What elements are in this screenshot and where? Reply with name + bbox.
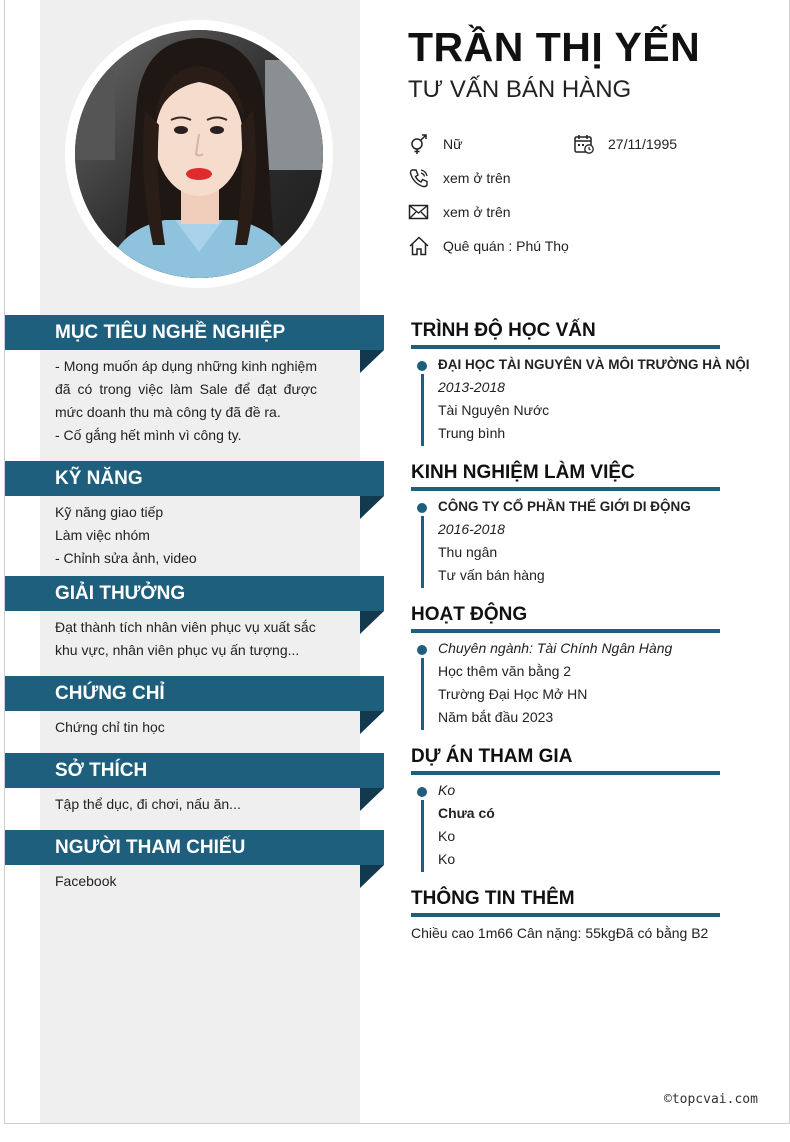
skill-item: Làm việc nhóm (55, 527, 150, 543)
gender-value: Nữ (443, 136, 463, 152)
objective-line: - Mong muốn áp dụng những kinh nghiệm đã có trong việc làm Sale để đạt được mức doanh thu mà công ty đã đề ra. (55, 358, 317, 420)
awards-fold (360, 611, 384, 634)
certificates-fold (360, 711, 384, 734)
education-line (421, 374, 424, 446)
education-heading: TRÌNH ĐỘ HỌC VẤN (411, 319, 720, 349)
extra-info-heading: THÔNG TIN THÊM (411, 887, 720, 917)
candidate-name: TRẦN THỊ YẾN (408, 24, 701, 70)
email-value: xem ở trên (443, 204, 511, 220)
experience-bullet (417, 503, 427, 513)
skills-fold (360, 496, 384, 519)
projects-line-3: Ko (438, 828, 456, 844)
calendar-icon (573, 133, 595, 155)
hobbies-heading: SỞ THÍCH (5, 753, 384, 788)
projects-line-1: Ko (438, 782, 456, 798)
birthday-row (573, 133, 677, 155)
skill-item: Kỹ năng giao tiếp (55, 504, 164, 520)
certificates-heading: CHỨNG CHỈ (5, 676, 384, 711)
activities-line-2: Học thêm văn bằng 2 (438, 663, 572, 679)
experience-role: Tư vấn bán hàng (438, 567, 545, 583)
experience-heading: KINH NGHIỆM LÀM VIỆC (411, 461, 720, 491)
awards-heading: GIẢI THƯỞNG (5, 576, 384, 611)
home-icon (408, 235, 430, 257)
job-title: TƯ VẤN BÁN HÀNG (408, 76, 632, 103)
references-heading: NGƯỜI THAM CHIẾU (5, 830, 384, 865)
experience-period: 2016-2018 (438, 521, 505, 537)
skill-item: - Chỉnh sửa ảnh, video (55, 550, 197, 566)
awards-text: Đạt thành tích nhân viên phục vụ xuất sắc khu vực, nhân viên phục vụ ấn tượng... (55, 619, 316, 658)
email-icon (408, 201, 430, 223)
birthday-value: 27/11/1995 (608, 136, 678, 152)
projects-line (421, 800, 424, 872)
education-bullet (417, 361, 427, 371)
avatar-portrait-image (75, 30, 323, 278)
education-grade: Trung bình (438, 425, 506, 441)
activities-line (421, 658, 424, 730)
hometown-row (408, 235, 569, 257)
gender-row (408, 133, 462, 155)
objective-text (55, 355, 317, 447)
projects-heading: DỰ ÁN THAM GIA (411, 745, 720, 775)
hobbies-text: Tập thể dục, đi chơi, nấu ăn... (55, 796, 241, 812)
objective-fold (360, 350, 384, 373)
experience-role: Thu ngân (438, 544, 498, 560)
phone-icon (408, 167, 430, 189)
phone-row (408, 167, 511, 189)
hometown-value: Quê quán : Phú Thọ (443, 238, 569, 254)
activities-line-1: Chuyên ngành: Tài Chính Ngân Hàng (438, 640, 673, 656)
extra-info-text: Chiều cao 1m66 Cân nặng: 55kgĐã có bằng B2 (411, 925, 709, 941)
avatar (75, 30, 323, 278)
email-row (408, 201, 511, 223)
activities-heading: HOẠT ĐỘNG (411, 603, 720, 633)
skills-heading: KỸ NĂNG (5, 461, 384, 496)
projects-line-4: Ko (438, 851, 456, 867)
phone-value: xem ở trên (443, 170, 511, 186)
education-school: ĐẠI HỌC TÀI NGUYÊN VÀ MÔI TRƯỜNG HÀ NỘI (438, 357, 750, 372)
objective-heading: MỤC TIÊU NGHỀ NGHIỆP (5, 315, 384, 350)
projects-line-2: Chưa có (438, 805, 495, 821)
hobbies-fold (360, 788, 384, 811)
references-fold (360, 865, 384, 888)
references-text: Facebook (55, 873, 117, 889)
certificates-text: Chứng chỉ tin học (55, 719, 165, 735)
footer-watermark: ©topcvai.com (664, 1092, 758, 1107)
experience-company: CÔNG TY CỔ PHẦN THẾ GIỚI DI ĐỘNG (438, 499, 691, 514)
activities-bullet (417, 645, 427, 655)
activities-line-3: Trường Đại Học Mở HN (438, 686, 588, 702)
skills-list (55, 501, 317, 570)
gender-icon (408, 133, 430, 155)
education-major: Tài Nguyên Nước (438, 402, 550, 418)
activities-line-4: Năm bắt đầu 2023 (438, 709, 554, 725)
objective-line: - Cố gắng hết mình vì công ty. (55, 427, 242, 443)
experience-line (421, 516, 424, 588)
education-period: 2013-2018 (438, 379, 505, 395)
projects-bullet (417, 787, 427, 797)
